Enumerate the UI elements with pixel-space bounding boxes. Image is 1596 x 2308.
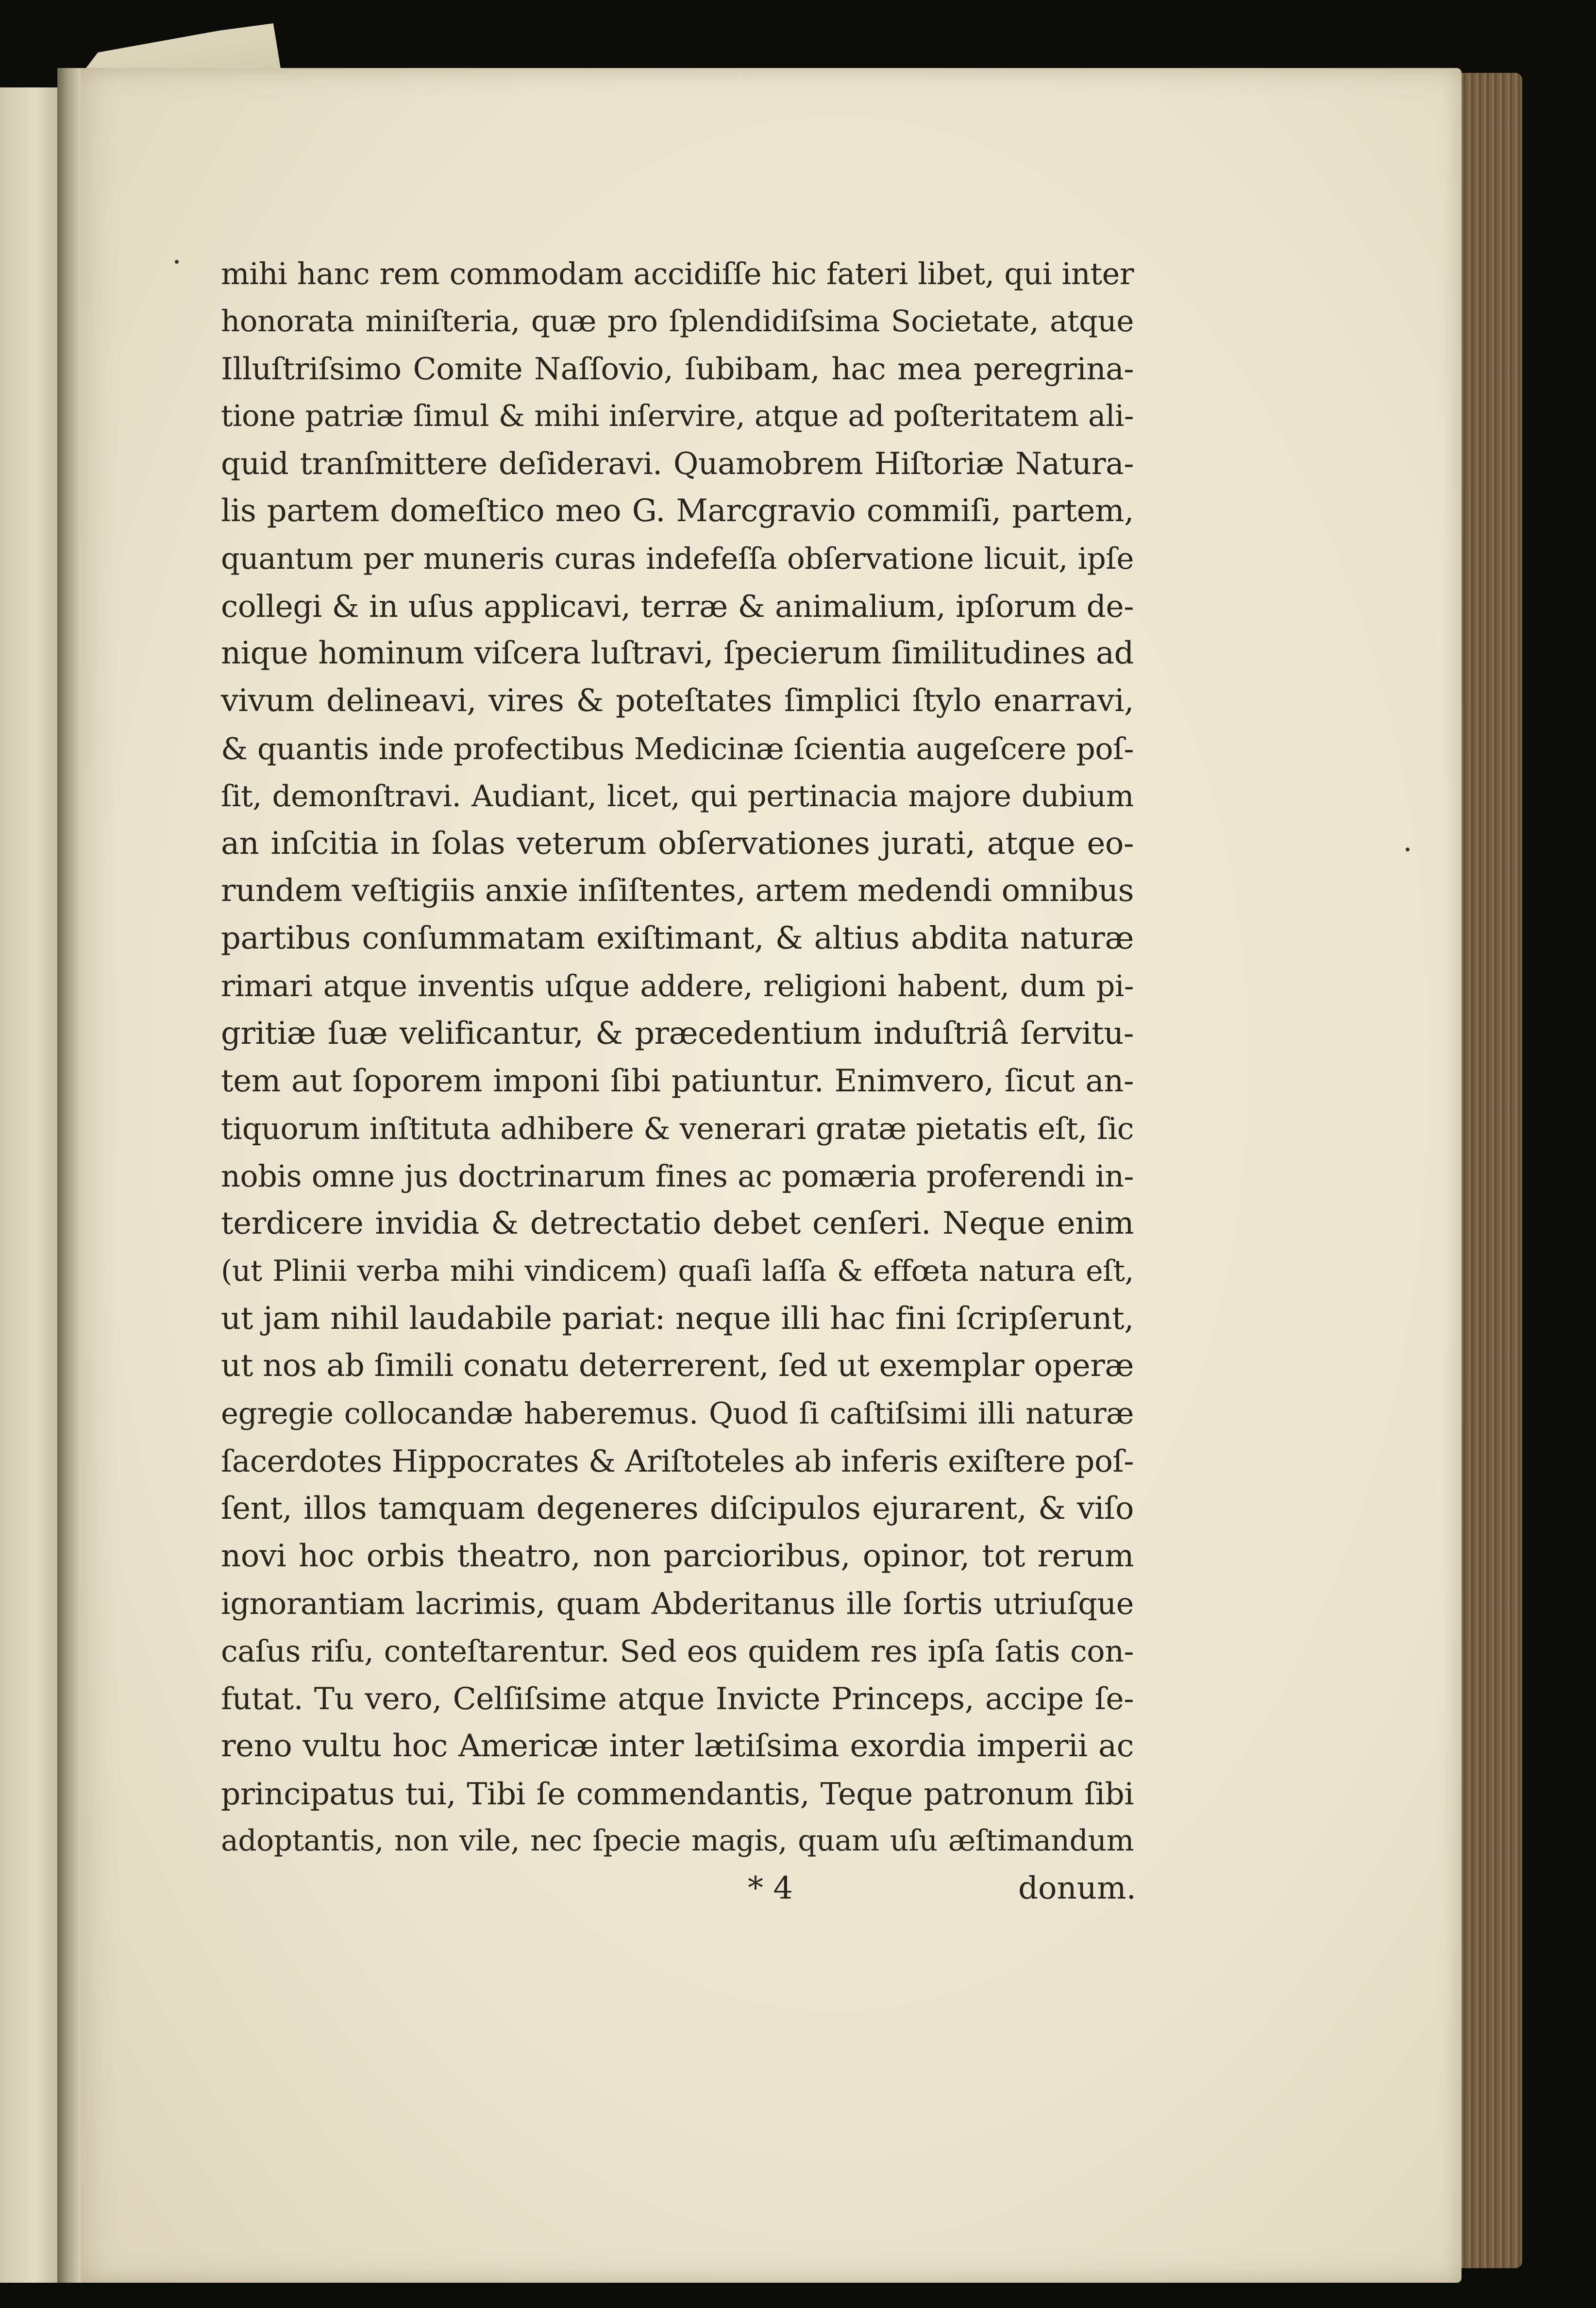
text-line: gritiæ ſuæ velificantur, & præcedentium induſtriâ ſervitu- (221, 1015, 1134, 1052)
text-line: ſit, demonſtravi. Audiant, licet, qui pertinacia majore dubium (221, 779, 1134, 814)
text-line: & quantis inde profectibus Medicinæ ſcientia augeſcere poſ- (221, 730, 1134, 766)
text-line: nique hominum viſcera luſtravi, ſpecierum ſimilitudines ad (221, 635, 1134, 672)
page-gutter (57, 68, 81, 2283)
text-line: ſent, illos tamquam degeneres diſcipulos ejurarent, & viſo (221, 1490, 1134, 1527)
text-line: collegi & in uſus applicavi, terræ & animalium, ipſorum de- (221, 588, 1134, 624)
text-line: ſacerdotes Hippocrates & Ariſtoteles ab inferis exiſtere poſ- (221, 1443, 1134, 1479)
text-line: (ut Plinii verba mihi vindicem) quaſi laſſa & effœta natura eſt, (221, 1254, 1134, 1288)
text-line: quantum per muneris curas indefeſſa obſervatione licuit, ipſe (221, 541, 1134, 576)
text-line: caſus riſu, conteſtarentur. Sed eos quidem res ipſa ſatis con- (221, 1633, 1134, 1669)
text-line: principatus tui, Tibi ſe commendantis, Teque patronum ſibi (221, 1776, 1134, 1812)
text-line: egregie collocandæ haberemus. Quod ſi caſtiſsimi illi naturæ (221, 1396, 1134, 1431)
text-line: novi hoc orbis theatro, non parcioribus, opinor, tot rerum (221, 1538, 1134, 1574)
text-line: terdicere invidia & detrectatio debet cenſeri. Neque enim (221, 1205, 1134, 1241)
signature-mark: * 4 (748, 1870, 793, 1906)
text-line: adoptantis, non vile, nec ſpecie magis, quam uſu æſtimandum (221, 1824, 1134, 1858)
text-line: rundem veſtigiis anxie inſiſtentes, artem medendi omnibus (221, 873, 1134, 909)
catchword: donum. (1018, 1870, 1136, 1906)
text-line: mihi hanc rem commodam accidiſſe hic fateri libet, qui inter (221, 256, 1134, 291)
left-page-edge (0, 87, 63, 2283)
text-line: quid tranſmittere deſideravi. Quamobrem Hiſtoriæ Natura- (221, 446, 1134, 482)
text-line: rimari atque inventis uſque addere, religioni habent, dum pi- (221, 968, 1134, 1003)
text-line: tem aut ſoporem imponi ſibi patiuntur. Enimvero, ſicut an- (221, 1063, 1134, 1099)
text-line: nobis omne jus doctrinarum fines ac pomæria proferendi in- (221, 1158, 1134, 1194)
text-line: lis partem domeſtico meo G. Marcgravio commiſi, partem, (221, 492, 1134, 529)
text-line: futat. Tu vero, Celſiſsime atque Invicte Princeps, accipe ſe- (221, 1680, 1134, 1716)
text-line: honorata miniſteria, quæ pro ſplendidiſsima Societate, atque (221, 304, 1134, 339)
text-line: reno vultu hoc Americæ inter lætiſsima exordia imperii ac (221, 1728, 1134, 1764)
ink-speck (175, 260, 179, 264)
book-fore-edge (1459, 73, 1522, 2268)
body-text (221, 250, 1134, 1865)
text-line: ut jam nihil laudabile pariat: neque illi hac fini ſcripſerunt, (221, 1300, 1134, 1337)
text-line: tione patriæ ſimul & mihi inſervire, atque ad poſteritatem ali- (221, 399, 1134, 434)
ink-speck (1406, 848, 1410, 851)
catchline (748, 1864, 1136, 1913)
text-line: tiquorum inſtituta adhibere & venerari gratæ pietatis eſt, ſic (221, 1111, 1134, 1147)
text-line: ut nos ab ſimili conatu deterrerent, ſed ut exemplar operæ (221, 1348, 1134, 1384)
text-line: vivum delineavi, vires & poteſtates ſimplici ſtylo enarravi, (221, 683, 1134, 719)
text-line: partibus conſummatam exiſtimant, & altius abdita naturæ (221, 920, 1134, 957)
text-line: ignorantiam lacrimis, quam Abderitanus ille ſortis utriuſque (221, 1586, 1134, 1622)
text-line: an inſcitia in ſolas veterum obſervationes jurati, atque eo- (221, 825, 1134, 862)
text-line: Illuſtriſsimo Comite Naſſovio, ſubibam, hac mea peregrina- (221, 351, 1134, 387)
